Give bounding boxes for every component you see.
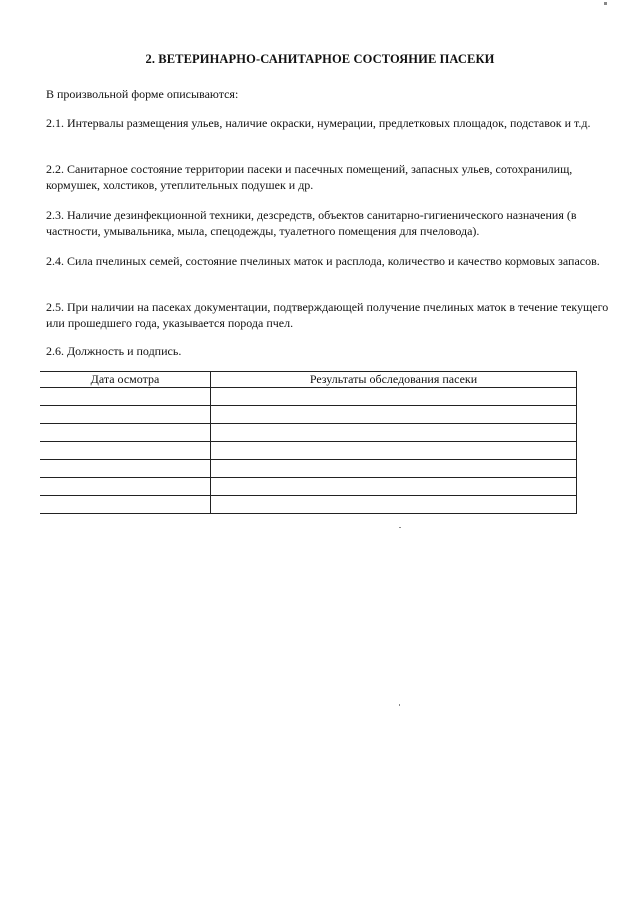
table-cell-results — [211, 406, 577, 424]
table-row — [40, 496, 577, 514]
inspection-table — [40, 371, 577, 514]
table-cell-results — [211, 496, 577, 514]
intro-text: В произвольной форме описываются: — [46, 87, 239, 101]
table-cell-date — [40, 478, 211, 496]
table-cell-date — [40, 496, 211, 514]
paragraph-2-3: 2.3. Наличие дезинфекционной техники, дезсредств, объектов санитарно-гигиенического назначения (в частности, умывальника, мыла, спецодежды, туалетного помещения для пчеловода). — [46, 208, 577, 238]
table-row — [40, 424, 577, 442]
paragraph-2-5: 2.5. При наличии на пасеках документации, подтверждающей получение пчелиных маток в течение текущего или прошедшего года, указывается порода пчел. — [46, 300, 609, 330]
table-cell-results — [211, 388, 577, 406]
table-row — [40, 442, 577, 460]
column-header-results: Результаты обследования пасеки — [211, 372, 577, 388]
table-row — [40, 478, 577, 496]
paragraph-2-2: 2.2. Санитарное состояние территории пасеки и пасечных помещений, запасных ульев, сотохранилищ, кормушек, холстиков, утеплительных подушек и др. — [46, 162, 573, 192]
table-cell-date — [40, 424, 211, 442]
table-cell-results — [211, 442, 577, 460]
table-cell-results — [211, 478, 577, 496]
table-row — [40, 406, 577, 424]
table-row — [40, 388, 577, 406]
table-cell-date — [40, 442, 211, 460]
scan-speck — [399, 704, 400, 706]
column-header-date: Дата осмотра — [40, 372, 211, 388]
paragraph-2-6: 2.6. Должность и подпись. — [46, 344, 182, 358]
table-header-row — [40, 372, 577, 388]
paragraph-2-1: 2.1. Интервалы размещения ульев, наличие окраски, нумерации, предлетковых площадок, подставок и т.д. — [46, 116, 591, 130]
table-cell-date — [40, 460, 211, 478]
section-title: 2. ВЕТЕРИНАРНО-САНИТАРНОЕ СОСТОЯНИЕ ПАСЕКИ — [145, 52, 495, 66]
table-cell-date — [40, 406, 211, 424]
scan-speck — [399, 527, 401, 528]
table-cell-results — [211, 424, 577, 442]
table-cell-date — [40, 388, 211, 406]
table-cell-results — [211, 460, 577, 478]
table-row — [40, 460, 577, 478]
paragraph-2-4: 2.4. Сила пчелиных семей, состояние пчелиных маток и расплода, количество и качество кормовых запасов. — [46, 254, 600, 268]
scan-speck — [604, 2, 607, 5]
